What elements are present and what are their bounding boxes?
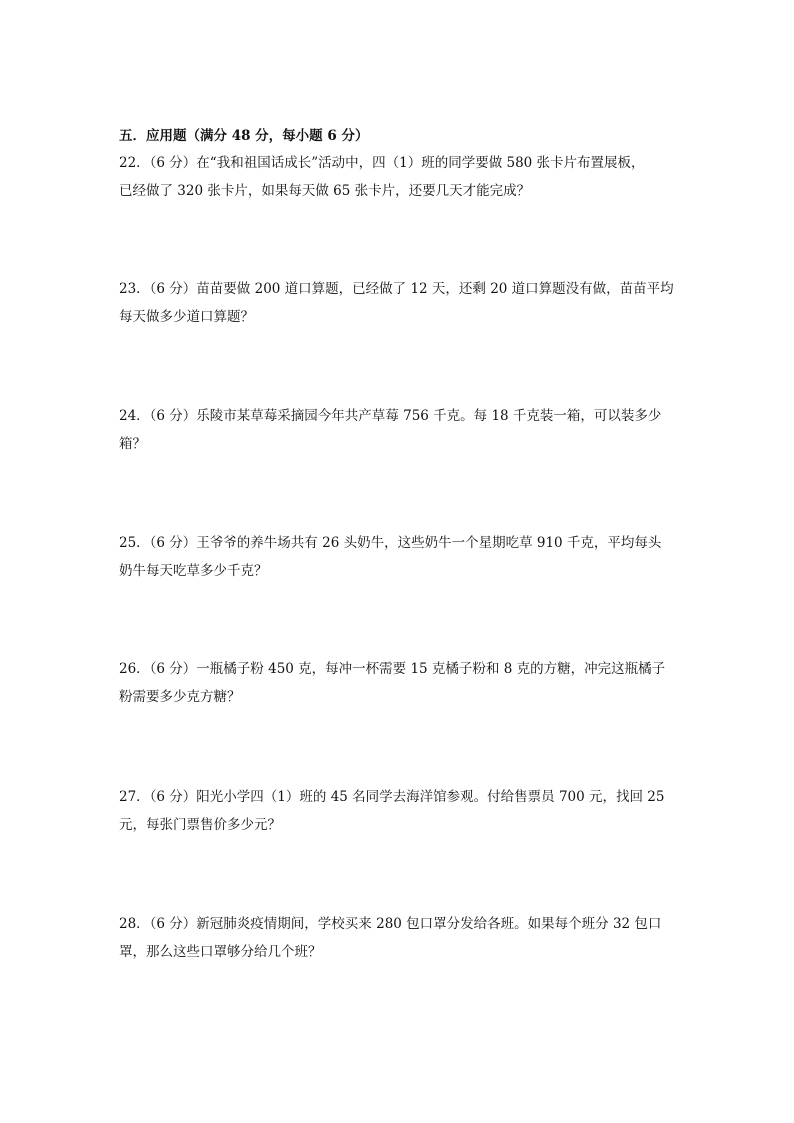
question-text-line: 罩，那么这些口罩够分给几个班？ — [119, 944, 322, 960]
question-25 — [119, 529, 679, 585]
question-text-line: 23．（6 分）苗苗要做 200 道口算题，已经做了 12 天，还剩 20 道口算题没有做，苗苗平均 — [119, 281, 674, 297]
question-28 — [119, 910, 679, 966]
question-text-line: 22．（6 分）在“我和祖国话成长”活动中，四（1）班的同学要做 580 张卡片布置展板， — [119, 155, 645, 171]
question-text-line: 粉需要多少克方糖？ — [119, 689, 241, 705]
question-text-line: 箱？ — [119, 436, 146, 452]
question-text-line: 已经做了 320 张卡片，如果每天做 65 张卡片，还要几天才能完成？ — [119, 183, 531, 199]
question-text-line: 26．（6 分）一瓶橘子粉 450 克，每冲一杯需要 15 克橘子粉和 8 克的方糖，冲完这瓶橘子 — [119, 661, 666, 677]
question-text-line: 每天做多少道口算题？ — [119, 309, 254, 325]
question-24 — [119, 402, 679, 458]
question-22 — [119, 149, 679, 205]
question-text-line: 元，每张门票售价多少元？ — [119, 817, 281, 833]
question-23 — [119, 275, 679, 331]
question-text-line: 奶牛每天吃草多少千克？ — [119, 563, 268, 579]
question-text-line: 25．（6 分）王爷爷的养牛场共有 26 头奶牛，这些奶牛一个星期吃草 910 千克，平均每头 — [119, 535, 662, 551]
question-text-line: 24．（6 分）乐陵市某草莓采摘园今年共产草莓 756 千克。每 18 千克装一箱，可以装多少 — [119, 408, 662, 424]
section-title: 五．应用题（满分 48 分，每小题 6 分） — [119, 128, 369, 144]
question-27 — [119, 783, 679, 839]
question-text-line: 27．（6 分）阳光小学四（1）班的 45 名同学去海洋馆参观。付给售票员 700 元，找回 25 — [119, 789, 665, 805]
question-26 — [119, 655, 679, 711]
question-text-line: 28．（6 分）新冠肺炎疫情期间，学校买来 280 包口罩分发给各班。如果每个班分 32 包口 — [119, 916, 662, 932]
